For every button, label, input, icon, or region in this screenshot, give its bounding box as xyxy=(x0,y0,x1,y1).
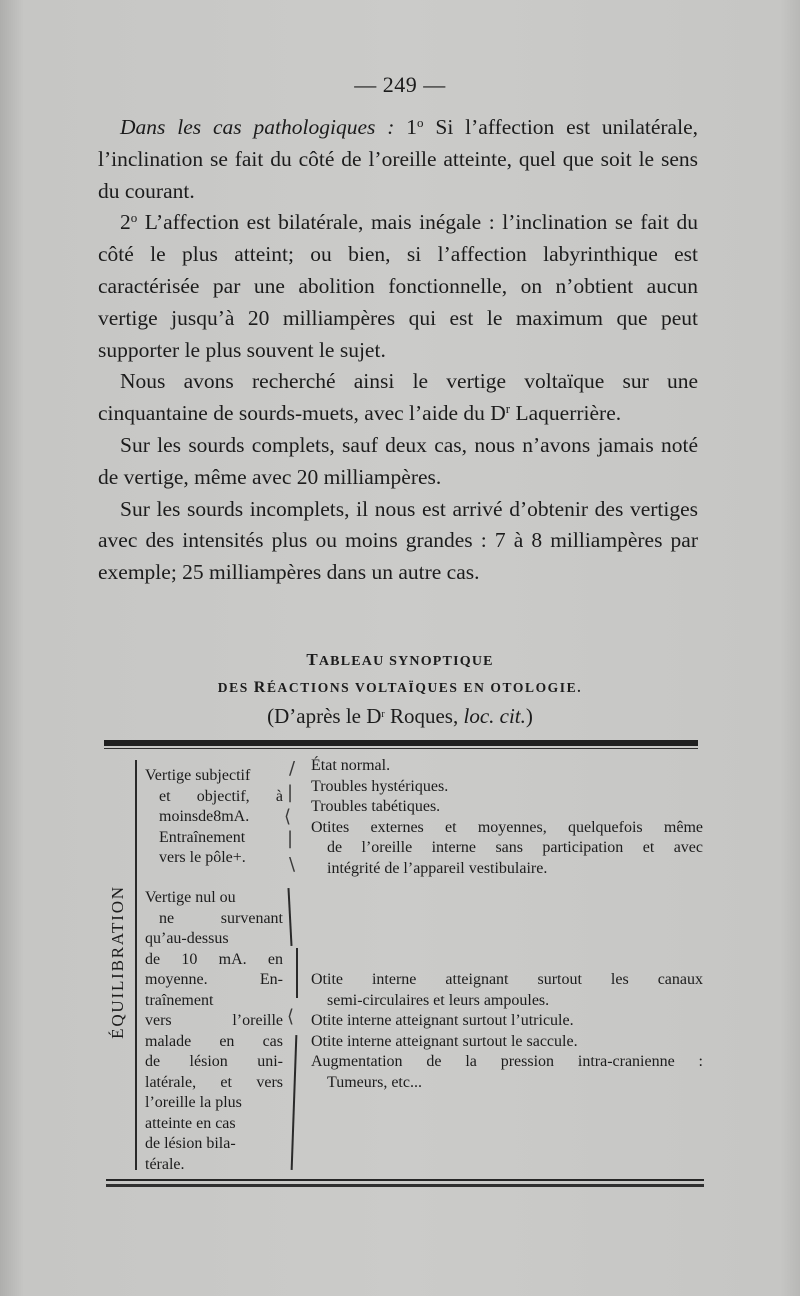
condition-item: Troubles hystériques. xyxy=(311,777,449,795)
paragraph-1: Dans les cas pathologiques : 1$^o$ Si l’affection est unilatérale, l’inclination se fait du côté de l’oreille atteinte, quel que soit le sens du courant. xyxy=(98,115,698,203)
condition-item: Augmentation de la pression intra-cranienne : xyxy=(311,1053,703,1070)
table-top-rule xyxy=(104,740,698,746)
paragraph-4: Sur les sourds complets, sauf deux cas, nous n’avons jamais noté de vertige, même avec 20 milliampères. xyxy=(98,432,698,489)
paragraph-5: Sur les sourds incomplets, il nous est arrivé d’obtenir des vertiges avec des intensités plus ou moins grandes : 7 à 8 milliampères par exemple; 25 milliampères dans un autre cas. xyxy=(98,496,698,585)
conditions-group-2: Otite interne atteignant surtout les canaux semi-circulaires et leurs ampoules. Otite interne atteignant surtout l’utricule. Otite interne atteignant surtout le saccule. Augmentation de la pression intra-cranienne : Tumeurs, etc... xyxy=(311,971,703,1091)
table-title-line-1: TABLEAU SYNOPTIQUE xyxy=(306,650,494,669)
brace-top: ⟨ xyxy=(284,806,292,827)
brace-bottom-mid xyxy=(296,948,298,998)
condition-item: État normal. xyxy=(311,757,391,774)
condition-item: Troubles tabétiques. xyxy=(311,798,441,815)
paragraph-3: Nous avons recherché ainsi le vertige voltaïque sur une cinquantaine de sourds-muets, avec l’aide du $D^r$ Laquerrière. xyxy=(98,369,698,426)
page-number: — 249 — xyxy=(354,72,446,97)
condition-item: Otite interne atteignant surtout les canaux xyxy=(311,971,703,988)
side-label-equilibration: ÉQUILIBRATION xyxy=(108,885,127,1039)
brace-top: / xyxy=(289,758,296,779)
condition-item: Otites externes et moyennes, quelquefois même xyxy=(311,818,703,836)
conditions-group-1: État normal. Troubles hystériques. Troubles tabétiques. Otites externes et moyennes, quelquefois même de l’oreille interne sans participation et avec intégrité de l’appareil vestibulaire. xyxy=(311,757,703,877)
table-title-line-2: DES RÉACTIONS VOLTAÏQUES EN OTOLOGIE. xyxy=(217,679,583,696)
reaction-group-1: Vertige subjectif et objectif, à moinsde8mA. Entraînement vers le pôle+. xyxy=(145,767,283,866)
reaction-group-2: Vertige nul ou ne survenant qu’au-dessus de 10 mA. en moyenne. En- traînement vers l’oreille malade en cas de lésion uni- latérale, et vers l’oreille la plus atteinte en cas de lésion bila- térale. xyxy=(145,889,283,1173)
condition-item: Otite interne atteignant surtout l’utricule. xyxy=(311,1012,574,1029)
italic-lead: Dans les cas pathologiques : xyxy=(120,115,395,139)
table-title-source: (D’après le $D^r$ Roques, loc. cit.) xyxy=(267,704,533,728)
table-top-rule-thin xyxy=(104,748,698,749)
table-divider-left xyxy=(135,760,137,1170)
paragraph-2: 2$^o$ L’affection est bilatérale, mais inégale : l’inclination se fait du côté le plus atteint; ou bien, si l’affection labyrinthique est caractérisée par une abolition fonctionnelle, on n’obtient aucun vertige jusqu’à 20 milliampères qui est le maximum que peut supporter le plus souvent le sujet. xyxy=(98,210,698,362)
table-bottom-rule-thick xyxy=(106,1184,704,1187)
brace-top: | xyxy=(287,782,294,803)
condition-item: Otite interne atteignant surtout le saccule. xyxy=(311,1032,578,1050)
brace-bottom-point: ⟨ xyxy=(287,1006,295,1027)
brace-top: | xyxy=(287,828,294,849)
body-text xyxy=(98,112,698,589)
table-bottom-rule xyxy=(106,1179,704,1181)
brace-top: \ xyxy=(289,854,296,875)
